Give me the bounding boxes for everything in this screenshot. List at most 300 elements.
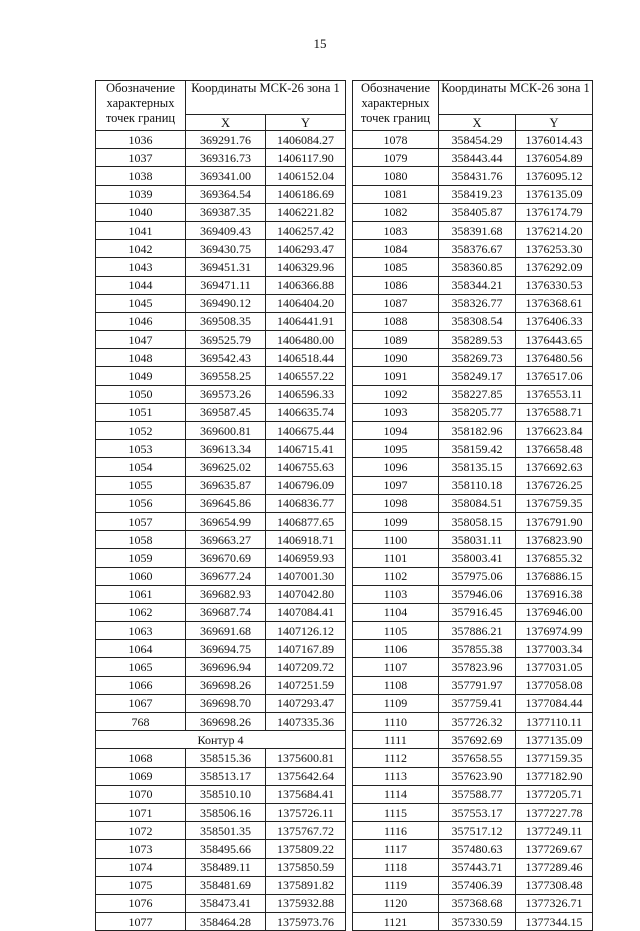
table-row: [353, 876, 593, 894]
y-coordinate-cell: 1407167.89: [266, 640, 346, 658]
y-coordinate-cell: 1406084.27: [266, 131, 346, 149]
table-row: [96, 603, 346, 621]
y-coordinate-cell: 1376135.09: [516, 185, 593, 203]
x-coordinate-cell: 369451.31: [186, 258, 266, 276]
x-coordinate-cell: 369364.54: [186, 185, 266, 203]
x-coordinate-cell: 369625.02: [186, 458, 266, 476]
x-coordinate-cell: 358159.42: [439, 440, 516, 458]
table-row: [353, 822, 593, 840]
x-coordinate-cell: 369698.26: [186, 676, 266, 694]
point-id-cell: 1120: [353, 894, 439, 912]
table-row: [353, 367, 593, 385]
x-coordinate-cell: 358481.69: [186, 876, 266, 894]
y-coordinate-cell: 1377058.08: [516, 676, 593, 694]
x-coordinate-cell: 357759.41: [439, 694, 516, 712]
y-coordinate-cell: 1376214.20: [516, 221, 593, 239]
point-id-cell: 1046: [96, 312, 186, 330]
y-coordinate-cell: 1406959.93: [266, 549, 346, 567]
point-id-cell: 1113: [353, 767, 439, 785]
y-coordinate-cell: 1377031.05: [516, 658, 593, 676]
y-coordinate-cell: 1377326.71: [516, 894, 593, 912]
table-row: [96, 894, 346, 912]
table-row: [96, 512, 346, 530]
y-coordinate-cell: 1376658.48: [516, 440, 593, 458]
y-coordinate-cell: 1406221.82: [266, 203, 346, 221]
point-id-cell: 1056: [96, 494, 186, 512]
y-coordinate-cell: 1377205.71: [516, 785, 593, 803]
point-id-cell: 1106: [353, 640, 439, 658]
point-id-cell: 1074: [96, 858, 186, 876]
x-coordinate-cell: 357946.06: [439, 585, 516, 603]
x-coordinate-cell: 369698.26: [186, 713, 266, 731]
point-id-cell: 1081: [353, 185, 439, 203]
y-coordinate-cell: 1377003.34: [516, 640, 593, 658]
x-coordinate-cell: 358003.41: [439, 549, 516, 567]
point-id-cell: 1102: [353, 567, 439, 585]
point-id-cell: 1036: [96, 131, 186, 149]
table-row: [96, 640, 346, 658]
table-row: [96, 385, 346, 403]
x-coordinate-cell: 358405.87: [439, 203, 516, 221]
x-coordinate-cell: 369698.70: [186, 694, 266, 712]
table-row: [353, 694, 593, 712]
y-coordinate-cell: 1376886.15: [516, 567, 593, 585]
x-coordinate-cell: 358454.29: [439, 131, 516, 149]
point-id-cell: 1101: [353, 549, 439, 567]
table-row: [353, 713, 593, 731]
x-coordinate-cell: 357791.97: [439, 676, 516, 694]
table-row: [96, 858, 346, 876]
point-id-cell: 1098: [353, 494, 439, 512]
table-row: [96, 840, 346, 858]
x-coordinate-cell: 358058.15: [439, 512, 516, 530]
x-coordinate-cell: 358431.76: [439, 167, 516, 185]
table-row: [353, 185, 593, 203]
y-coordinate-cell: 1376095.12: [516, 167, 593, 185]
y-coordinate-cell: 1376823.90: [516, 531, 593, 549]
point-id-cell: 1096: [353, 458, 439, 476]
y-coordinate-cell: 1376330.53: [516, 276, 593, 294]
table-row: [96, 531, 346, 549]
point-id-cell: 1073: [96, 840, 186, 858]
x-coordinate-cell: 369542.43: [186, 349, 266, 367]
y-coordinate-cell: 1377084.44: [516, 694, 593, 712]
y-coordinate-cell: 1377344.15: [516, 913, 593, 931]
point-id-cell: 1091: [353, 367, 439, 385]
point-id-cell: 1082: [353, 203, 439, 221]
x-coordinate-cell: 357330.59: [439, 913, 516, 931]
x-coordinate-cell: 369508.35: [186, 312, 266, 330]
point-id-cell: 1050: [96, 385, 186, 403]
table-row: [96, 367, 346, 385]
table-row: [353, 658, 593, 676]
x-coordinate-cell: 369691.68: [186, 622, 266, 640]
y-coordinate-cell: 1407293.47: [266, 694, 346, 712]
point-id-cell: 1110: [353, 713, 439, 731]
x-coordinate-cell: 358249.17: [439, 367, 516, 385]
table-row: [353, 331, 593, 349]
y-coordinate-cell: 1406257.42: [266, 221, 346, 239]
y-coordinate-cell: 1406441.91: [266, 312, 346, 330]
y-coordinate-cell: 1375809.22: [266, 840, 346, 858]
point-id-cell: 1112: [353, 749, 439, 767]
x-coordinate-cell: 357916.45: [439, 603, 516, 621]
table-row: [353, 422, 593, 440]
y-coordinate-cell: 1376855.32: [516, 549, 593, 567]
table-row: [353, 240, 593, 258]
point-id-cell: 1080: [353, 167, 439, 185]
contour-label: Контур 4: [96, 731, 346, 749]
point-id-cell: 1105: [353, 622, 439, 640]
point-id-cell: 1053: [96, 440, 186, 458]
point-id-cell: 1070: [96, 785, 186, 803]
y-coordinate-cell: 1376588.71: [516, 403, 593, 421]
table-row: [96, 567, 346, 585]
x-coordinate-cell: 369316.73: [186, 149, 266, 167]
table-row: [96, 622, 346, 640]
table-row: [353, 622, 593, 640]
y-coordinate-cell: 1375600.81: [266, 749, 346, 767]
point-id-cell: 1083: [353, 221, 439, 239]
y-coordinate-cell: 1407042.80: [266, 585, 346, 603]
point-id-cell: 1084: [353, 240, 439, 258]
point-id-cell: 1088: [353, 312, 439, 330]
x-coordinate-cell: 358227.85: [439, 385, 516, 403]
y-coordinate-cell: 1406117.90: [266, 149, 346, 167]
x-coordinate-cell: 369573.26: [186, 385, 266, 403]
y-coordinate-cell: 1377308.48: [516, 876, 593, 894]
y-coordinate-cell: 1407335.36: [266, 713, 346, 731]
y-coordinate-cell: 1376406.33: [516, 312, 593, 330]
y-coordinate-cell: 1376253.30: [516, 240, 593, 258]
y-coordinate-cell: 1377159.35: [516, 749, 593, 767]
y-coordinate-cell: 1375684.41: [266, 785, 346, 803]
y-coordinate-cell: 1375726.11: [266, 803, 346, 821]
table-row: [353, 312, 593, 330]
y-coordinate-cell: 1377269.67: [516, 840, 593, 858]
point-id-cell: 1044: [96, 276, 186, 294]
x-coordinate-cell: 369430.75: [186, 240, 266, 258]
point-id-cell: 1054: [96, 458, 186, 476]
point-id-cell: 1072: [96, 822, 186, 840]
x-coordinate-cell: 358473.41: [186, 894, 266, 912]
point-id-cell: 1041: [96, 221, 186, 239]
table-row: [96, 676, 346, 694]
page-number: 15: [313, 36, 327, 51]
table-row: [353, 203, 593, 221]
y-column-header: Y: [516, 115, 593, 131]
x-coordinate-cell: 369663.27: [186, 531, 266, 549]
table-row: [96, 167, 346, 185]
x-coordinate-cell: 358084.51: [439, 494, 516, 512]
table-row: [353, 585, 593, 603]
x-coordinate-cell: 357855.38: [439, 640, 516, 658]
x-coordinate-cell: 357553.17: [439, 803, 516, 821]
table-row: [96, 876, 346, 894]
x-coordinate-cell: 358135.15: [439, 458, 516, 476]
y-coordinate-cell: 1407084.41: [266, 603, 346, 621]
table-row: [353, 531, 593, 549]
table-row: [96, 913, 346, 931]
table-row: [96, 203, 346, 221]
y-coordinate-cell: 1406404.20: [266, 294, 346, 312]
x-coordinate-cell: 358269.73: [439, 349, 516, 367]
x-coordinate-cell: 358360.85: [439, 258, 516, 276]
x-coordinate-cell: 358489.11: [186, 858, 266, 876]
point-id-cell: 1069: [96, 767, 186, 785]
x-coordinate-cell: 357692.69: [439, 731, 516, 749]
coord-system-header: Координаты МСК-26 зона 1: [186, 81, 346, 115]
point-label-header: Обозначение характерных точек границ: [353, 81, 439, 131]
point-id-cell: 1043: [96, 258, 186, 276]
point-id-cell: 1099: [353, 512, 439, 530]
y-coordinate-cell: 1376974.99: [516, 622, 593, 640]
table-row: [353, 349, 593, 367]
point-id-cell: 1087: [353, 294, 439, 312]
point-id-cell: 1075: [96, 876, 186, 894]
x-coordinate-cell: 357517.12: [439, 822, 516, 840]
y-coordinate-cell: 1377227.78: [516, 803, 593, 821]
y-coordinate-cell: 1406836.77: [266, 494, 346, 512]
x-coordinate-cell: 358513.17: [186, 767, 266, 785]
point-id-cell: 1121: [353, 913, 439, 931]
point-id-cell: 1052: [96, 422, 186, 440]
x-coordinate-cell: 357406.39: [439, 876, 516, 894]
x-coordinate-cell: 369696.94: [186, 658, 266, 676]
point-id-cell: 1045: [96, 294, 186, 312]
y-coordinate-cell: 1406293.47: [266, 240, 346, 258]
x-coordinate-cell: 357443.71: [439, 858, 516, 876]
x-coordinate-cell: 358344.21: [439, 276, 516, 294]
x-coordinate-cell: 369558.25: [186, 367, 266, 385]
table-row: [353, 767, 593, 785]
y-coordinate-cell: 1376791.90: [516, 512, 593, 530]
y-coordinate-cell: 1406715.41: [266, 440, 346, 458]
y-coordinate-cell: 1406152.04: [266, 167, 346, 185]
y-coordinate-cell: 1375642.64: [266, 767, 346, 785]
table-row: [353, 131, 593, 149]
x-coordinate-cell: 358501.35: [186, 822, 266, 840]
table-row: [353, 749, 593, 767]
point-id-cell: 1089: [353, 331, 439, 349]
table-row: [96, 694, 346, 712]
x-coordinate-cell: 369654.99: [186, 512, 266, 530]
table-row: [353, 913, 593, 931]
x-coordinate-cell: 369635.87: [186, 476, 266, 494]
table-row: [353, 840, 593, 858]
table-row: [353, 894, 593, 912]
point-id-cell: 1092: [353, 385, 439, 403]
x-coordinate-cell: 358308.54: [439, 312, 516, 330]
point-id-cell: 1057: [96, 512, 186, 530]
point-id-cell: 1114: [353, 785, 439, 803]
contour-row: [96, 731, 346, 749]
table-row: [96, 294, 346, 312]
y-coordinate-cell: 1407001.30: [266, 567, 346, 585]
x-coordinate-cell: 357368.68: [439, 894, 516, 912]
point-id-cell: 1107: [353, 658, 439, 676]
y-coordinate-cell: 1377110.11: [516, 713, 593, 731]
table-row: [96, 240, 346, 258]
point-id-cell: 1058: [96, 531, 186, 549]
x-column-header: X: [186, 115, 266, 131]
table-row: [96, 476, 346, 494]
table-row: [96, 258, 346, 276]
point-id-cell: 1100: [353, 531, 439, 549]
point-id-cell: 1111: [353, 731, 439, 749]
point-id-cell: 1066: [96, 676, 186, 694]
table-row: [96, 767, 346, 785]
point-id-cell: 1078: [353, 131, 439, 149]
point-id-cell: 1086: [353, 276, 439, 294]
table-row: [353, 603, 593, 621]
y-coordinate-cell: 1375891.82: [266, 876, 346, 894]
y-coordinate-cell: 1376916.38: [516, 585, 593, 603]
y-coordinate-cell: 1377249.11: [516, 822, 593, 840]
point-id-cell: 1119: [353, 876, 439, 894]
x-coordinate-cell: 358110.18: [439, 476, 516, 494]
point-id-cell: 1094: [353, 422, 439, 440]
y-coordinate-cell: 1406329.96: [266, 258, 346, 276]
x-coordinate-cell: 357823.96: [439, 658, 516, 676]
point-id-cell: 1104: [353, 603, 439, 621]
x-coordinate-cell: 357658.55: [439, 749, 516, 767]
point-id-cell: 1038: [96, 167, 186, 185]
right-table-body: [353, 131, 593, 931]
table-row: [353, 512, 593, 530]
y-coordinate-cell: 1376553.11: [516, 385, 593, 403]
x-coordinate-cell: 369682.93: [186, 585, 266, 603]
coordinates-table-left: [95, 80, 346, 931]
coordinates-table-right: [352, 80, 593, 931]
x-coordinate-cell: 369645.86: [186, 494, 266, 512]
table-row: [353, 458, 593, 476]
x-coordinate-cell: 369409.43: [186, 221, 266, 239]
table-row: [353, 676, 593, 694]
y-coordinate-cell: 1377182.90: [516, 767, 593, 785]
y-coordinate-cell: 1406796.09: [266, 476, 346, 494]
y-coordinate-cell: 1377135.09: [516, 731, 593, 749]
table-row: [96, 185, 346, 203]
x-coordinate-cell: 358510.10: [186, 785, 266, 803]
point-id-cell: 1108: [353, 676, 439, 694]
point-id-cell: 1051: [96, 403, 186, 421]
table-row: [353, 494, 593, 512]
table-row: [96, 822, 346, 840]
point-id-cell: 1055: [96, 476, 186, 494]
y-coordinate-cell: 1376174.79: [516, 203, 593, 221]
table-row: [353, 476, 593, 494]
table-row: [353, 294, 593, 312]
table-row: [96, 276, 346, 294]
point-id-cell: 1042: [96, 240, 186, 258]
point-id-cell: 1115: [353, 803, 439, 821]
x-coordinate-cell: 369490.12: [186, 294, 266, 312]
x-coordinate-cell: 358495.66: [186, 840, 266, 858]
table-row: [353, 221, 593, 239]
y-coordinate-cell: 1376054.89: [516, 149, 593, 167]
y-coordinate-cell: 1376517.06: [516, 367, 593, 385]
table-row: [96, 349, 346, 367]
x-coordinate-cell: 358391.68: [439, 221, 516, 239]
point-id-cell: 1093: [353, 403, 439, 421]
y-coordinate-cell: 1406877.65: [266, 512, 346, 530]
y-coordinate-cell: 1376759.35: [516, 494, 593, 512]
y-coordinate-cell: 1406557.22: [266, 367, 346, 385]
y-coordinate-cell: 1406480.00: [266, 331, 346, 349]
point-id-cell: 1085: [353, 258, 439, 276]
y-coordinate-cell: 1406366.88: [266, 276, 346, 294]
point-id-cell: 1095: [353, 440, 439, 458]
point-id-cell: 1118: [353, 858, 439, 876]
y-coordinate-cell: 1376014.43: [516, 131, 593, 149]
x-coordinate-cell: 358182.96: [439, 422, 516, 440]
left-table-body: [96, 131, 346, 931]
y-coordinate-cell: 1406596.33: [266, 385, 346, 403]
x-coordinate-cell: 357623.90: [439, 767, 516, 785]
y-coordinate-cell: 1406675.44: [266, 422, 346, 440]
x-coordinate-cell: 369291.76: [186, 131, 266, 149]
table-row: [353, 803, 593, 821]
point-id-cell: 1059: [96, 549, 186, 567]
x-coordinate-cell: 369525.79: [186, 331, 266, 349]
point-id-cell: 1097: [353, 476, 439, 494]
point-id-cell: 1071: [96, 803, 186, 821]
table-row: [96, 458, 346, 476]
point-id-cell: 1117: [353, 840, 439, 858]
x-coordinate-cell: 369687.74: [186, 603, 266, 621]
table-row: [96, 494, 346, 512]
table-row: [96, 312, 346, 330]
y-coordinate-cell: 1376623.84: [516, 422, 593, 440]
x-coordinate-cell: 369341.00: [186, 167, 266, 185]
y-coordinate-cell: 1377289.46: [516, 858, 593, 876]
y-coordinate-cell: 1406186.69: [266, 185, 346, 203]
x-coordinate-cell: 357588.77: [439, 785, 516, 803]
table-row: [96, 549, 346, 567]
x-coordinate-cell: 369600.81: [186, 422, 266, 440]
point-id-cell: 1065: [96, 658, 186, 676]
y-coordinate-cell: 1376292.09: [516, 258, 593, 276]
x-coordinate-cell: 358419.23: [439, 185, 516, 203]
point-id-cell: 1109: [353, 694, 439, 712]
y-coordinate-cell: 1375767.72: [266, 822, 346, 840]
table-row: [96, 440, 346, 458]
table-row: [96, 785, 346, 803]
x-coordinate-cell: 357975.06: [439, 567, 516, 585]
y-coordinate-cell: 1375850.59: [266, 858, 346, 876]
point-id-cell: 1037: [96, 149, 186, 167]
table-row: [96, 713, 346, 731]
table-row: [96, 658, 346, 676]
table-row: [353, 549, 593, 567]
y-coordinate-cell: 1376443.65: [516, 331, 593, 349]
table-row: [353, 858, 593, 876]
x-coordinate-cell: 369694.75: [186, 640, 266, 658]
point-id-cell: 1067: [96, 694, 186, 712]
point-id-cell: 1063: [96, 622, 186, 640]
table-row: [353, 640, 593, 658]
table-row: [353, 258, 593, 276]
point-id-cell: 1068: [96, 749, 186, 767]
point-id-cell: 1049: [96, 367, 186, 385]
point-id-cell: 1077: [96, 913, 186, 931]
y-coordinate-cell: 1376480.56: [516, 349, 593, 367]
x-coordinate-cell: 369613.34: [186, 440, 266, 458]
table-row: [96, 749, 346, 767]
x-coordinate-cell: 369670.69: [186, 549, 266, 567]
y-coordinate-cell: 1406755.63: [266, 458, 346, 476]
